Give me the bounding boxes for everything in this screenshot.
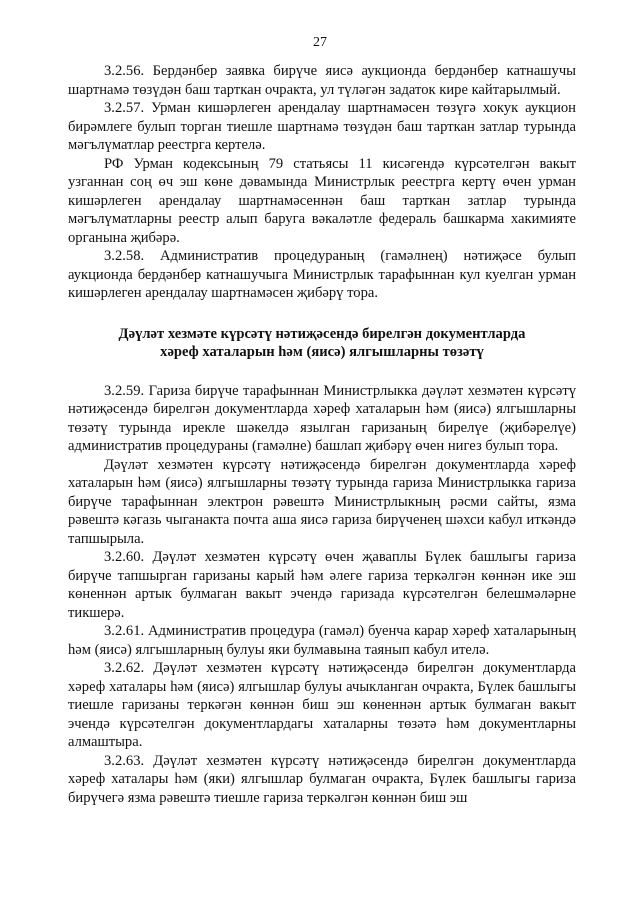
section-heading-line-1: Дәүләт хезмәте күрсәтү нәтиҗәсендә бирелгән документларда <box>118 325 526 342</box>
paragraph-3-2-62: 3.2.62. Дәүләт хезмәтен күрсәтү нәтиҗәсендә бирелгән документларда хәреф хаталары һәм (яисә) ялгышлар булуы ачыкланган очракта, Бүлек башлыгы тиешле гаризаны теркәгән көннән биш эш көненнән артык булмаган вакыт эчендә күрсәтелгән документлардагы хаталарны төзәтә һәм документларны алмаштыра. <box>68 660 576 750</box>
document-body <box>68 62 576 807</box>
paragraph-3-2-60: 3.2.60. Дәүләт хезмәтен күрсәтү өчен җаваплы Бүлек башлыгы гариза бирүче тапшырган гаризаны карый һәм әлеге гариза теркәлгән көннән ике эш көненнән артык булмаган вакыт эчендә гаризада күрсәтелгән белешмәләрне тикшерә. <box>68 549 576 621</box>
paragraph-3-2-63: 3.2.63. Дәүләт хезмәтен күрсәтү нәтиҗәсендә бирелгән документларда хәреф хаталары һәм (яки) ялгышлар булмаган очракта, Бүлек башлыгы гариза бирүчегә язма рәвештә тиешле гариза теркәлгән көннән биш эш <box>68 752 576 806</box>
paragraph-3-2-57: 3.2.57. Урман кишәрлеген арендалау шартнамәсен төзүгә хокук аукцион бирәмлеге булып торган тиешле шартнамә төзүдән баш тарткан затлар турында мәгълүматлар реестрга кертелә. <box>68 100 576 153</box>
paragraph-3-2-61: 3.2.61. Административ процедура (гамәл) буенча карар хәреф хаталарының һәм (яисә) ялгышларның булуы яки булмавына таянып кабул ителә. <box>68 623 576 658</box>
paragraph-3-2-58: 3.2.58. Административ процедураның (гамәлнең) нәтиҗәсе булып аукционда бердәнбер катнашучыга Министрлык тарафыннан кул куелган урман кишәрлеген арендалау шартнамәсен җибәрү тора. <box>68 248 576 301</box>
paragraph-3-2-59: 3.2.59. Гариза бирүче тарафыннан Министрлыкка дәүләт хезмәтен күрсәтү нәтиҗәсендә бирелгән документларда хәреф хаталарын һәм (яисә) ялгышларны төзәтү турында ирекле шәкелдә язылган гаризаның бирелүе (җибәрелүе) административ процедураны (гамәлне) башлап җибәрү өчен нигез булып тора. <box>68 382 576 454</box>
paragraph-submission-methods: Дәүләт хезмәтен күрсәтү нәтиҗәсендә бирелгән документларда хәреф хаталарын һәм (яисә) ялгышларны төзәтү турында гариза Министрлыкка гариза бирүче тарафыннан электрон рәвештә Министрлыкның рәсми сайты, язма рәвештә кәгазь чыганакта почта аша яисә гариза бирүченең шәхси кабул иткәндә тапшырыла. <box>68 456 576 547</box>
page-number: 27 <box>313 35 327 50</box>
section-heading-line-2: хәреф хаталарын һәм (яисә) ялгышларны төзәтү <box>160 344 484 360</box>
section-heading <box>68 325 576 362</box>
paragraph-3-2-56: 3.2.56. Бердәнбер заявка бирүче яисә аукционда бердәнбер катнашучы шартнамә төзүдән баш тарткан очракта, ул түләгән задаток кире кайтарылмый. <box>68 63 576 98</box>
paragraph-rf-forest-code: РФ Урман кодексының 79 статьясы 11 кисәгендә күрсәтелгән вакыт узганнан соң өч эш көне дәвамында Министрлык реестрга кертү өчен урман кишәрлеген арендалау шартнамәсеннән баш тарткан затлар турында мәгълүматларны реестр алып баругa вәкаләтле федераль башкарма хакимияте органына җибәрә. <box>68 155 576 246</box>
